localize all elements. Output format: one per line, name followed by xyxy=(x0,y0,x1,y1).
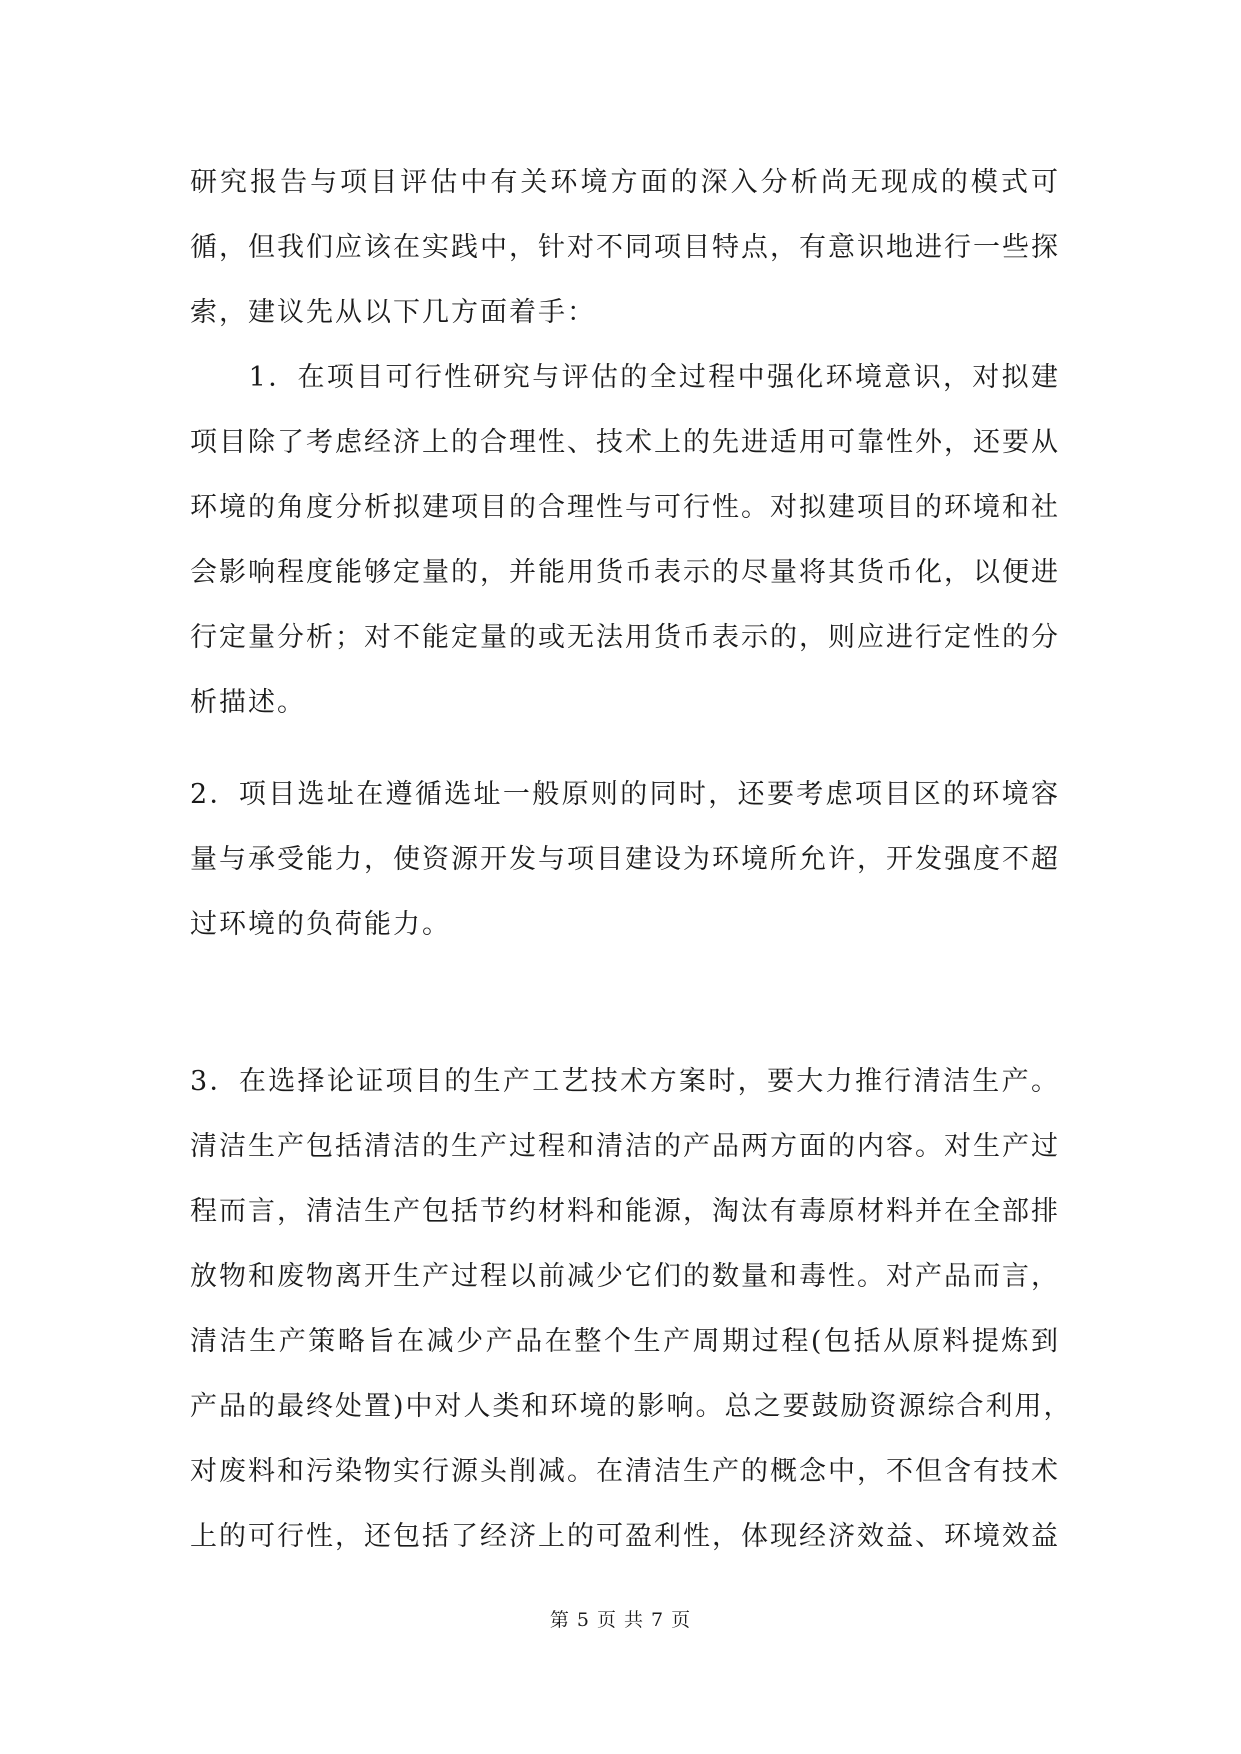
text-line: 行定量分析；对不能定量的或无法用货币表示的，则应进行定性的分 xyxy=(190,622,1060,653)
text-line: 产品的最终处置)中对人类和环境的影响。总之要鼓励资源综合利用， xyxy=(190,1391,1073,1422)
paragraph-item-1 xyxy=(190,345,1060,735)
text-line: 析描述。 xyxy=(190,687,306,718)
text-line: 环境的角度分析拟建项目的合理性与可行性。对拟建项目的环境和社 xyxy=(190,492,1060,523)
text-line: 上的可行性，还包括了经济上的可盈利性，体现经济效益、环境效益 xyxy=(190,1521,1060,1552)
text-line: 程而言，清洁生产包括节约材料和能源，淘汰有毒原材料并在全部排 xyxy=(190,1196,1060,1227)
text-line: 项目除了考虑经济上的合理性、技术上的先进适用可靠性外，还要从 xyxy=(190,427,1060,458)
text-line: 放物和废物离开生产过程以前减少它们的数量和毒性。对产品而言， xyxy=(190,1261,1060,1292)
text-line: 研究报告与项目评估中有关环境方面的深入分析尚无现成的模式可 xyxy=(190,167,1060,198)
text-line: 量与承受能力，使资源开发与项目建设为环境所允许，开发强度不超 xyxy=(190,844,1060,875)
text-line: 索，建议先从以下几方面着手： xyxy=(190,297,596,328)
text-line: 对废料和污染物实行源头削减。在清洁生产的概念中，不但含有技术 xyxy=(190,1456,1060,1487)
text-line: 2．项目选址在遵循选址一般原则的同时，还要考虑项目区的环境容 xyxy=(190,779,1060,810)
text-line: 1．在项目可行性研究与评估的全过程中强化环境意识，对拟建 xyxy=(190,362,1060,393)
paragraph-item-2 xyxy=(190,762,1060,957)
text-line: 会影响程度能够定量的，并能用货币表示的尽量将其货币化，以便进 xyxy=(190,557,1060,588)
paragraph-intro xyxy=(190,150,1060,345)
text-line: 3．在选择论证项目的生产工艺技术方案时，要大力推行清洁生产。 xyxy=(190,1066,1060,1097)
text-line: 清洁生产包括清洁的生产过程和清洁的产品两方面的内容。对生产过 xyxy=(190,1131,1060,1162)
page-number-footer: 第 5 页 共 7 页 xyxy=(549,1609,692,1631)
text-line: 循，但我们应该在实践中，针对不同项目特点，有意识地进行一些探 xyxy=(190,232,1060,263)
text-line: 清洁生产策略旨在减少产品在整个生产周期过程(包括从原料提炼到 xyxy=(190,1326,1060,1357)
text-line: 过环境的负荷能力。 xyxy=(190,909,451,940)
paragraph-item-3 xyxy=(190,1049,1073,1569)
